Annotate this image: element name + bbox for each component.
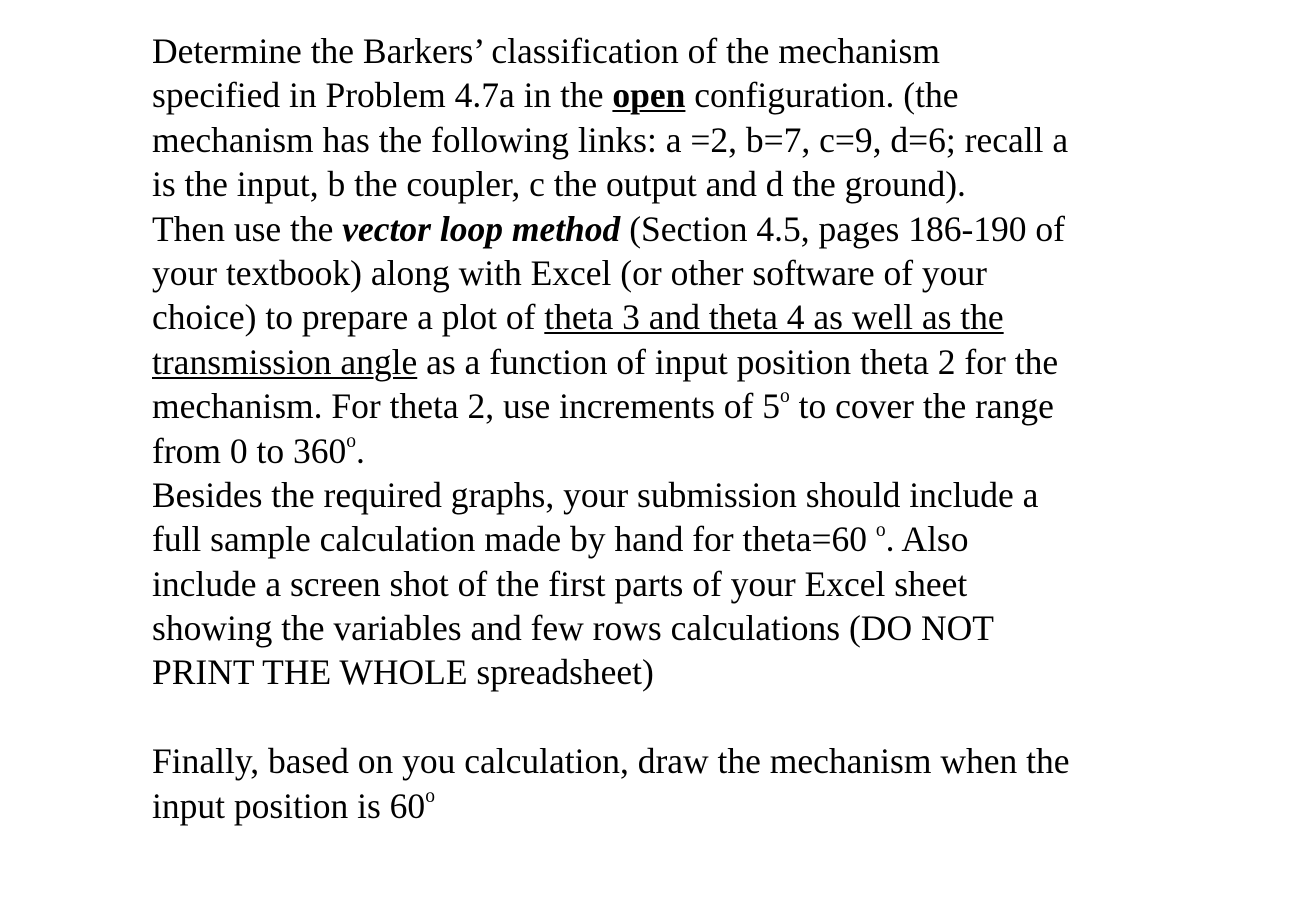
blank-line [152,695,1152,739]
problem-statement [152,29,1152,828]
text-run: choice) to prepare a plot of [152,297,545,338]
text-run: (Section 4.5, pages 186-190 of [620,208,1065,249]
open-emphasis: open [612,75,686,116]
text-line [152,295,1152,339]
text-run: to cover the range [789,386,1054,427]
text-run: from 0 to 360 [152,430,347,471]
text-line [152,473,1152,517]
text-line [152,162,1152,206]
text-run: input position is 60 [152,785,426,826]
text-line [152,650,1152,694]
underlined-text: transmission angle [152,341,418,382]
underlined-text: theta 3 and theta 4 as well as the [544,297,1004,338]
text-run: specified in Problem 4.7a in the [152,75,613,116]
text-line [152,29,1152,73]
text-run: Finally, based on you calculation, draw the mechanism when the [152,741,1070,782]
text-line [152,606,1152,650]
text-line [152,562,1152,606]
text-run: Determine the Barkers’ classification of the mechanism [152,31,940,71]
text-line [152,517,1152,561]
text-run: full sample calculation made by hand for theta=60 [152,519,876,560]
text-run: your textbook) along with Excel (or other software of your [152,252,987,293]
text-run: Besides the required graphs, your submission should include a [152,474,1039,515]
text-line [152,784,1152,828]
text-line [152,73,1152,117]
text-line [152,251,1152,295]
text-run: include a screen shot of the first parts of your Excel sheet [152,563,968,604]
degree-superscript: o [425,785,435,807]
text-run: . [356,430,365,471]
degree-superscript: o [875,519,886,541]
text-run: as a function of input position theta 2 for the [417,341,1059,382]
text-line [152,384,1152,428]
degree-superscript: o [780,386,790,408]
text-line [152,207,1152,251]
vector-loop-method-emphasis: vector loop method [342,208,621,249]
text-run: is the input, b the coupler, c the output and d the ground). [152,164,966,205]
text-run: configuration. (the [685,75,959,116]
text-line [152,118,1152,162]
text-run: showing the variables and few rows calculations (DO NOT [152,608,994,649]
text-run: . Also [885,519,969,560]
text-run: PRINT THE WHOLE spreadsheet) [152,652,654,693]
text-run: mechanism. For theta 2, use increments of 5 [152,386,780,427]
degree-superscript: o [346,430,357,452]
text-line [152,429,1152,473]
text-line [152,739,1152,783]
text-run: mechanism has the following links: a =2, b=7, c=9, d=6; recall a [152,119,1069,160]
text-line [152,340,1152,384]
text-run: Then use the [152,208,343,249]
